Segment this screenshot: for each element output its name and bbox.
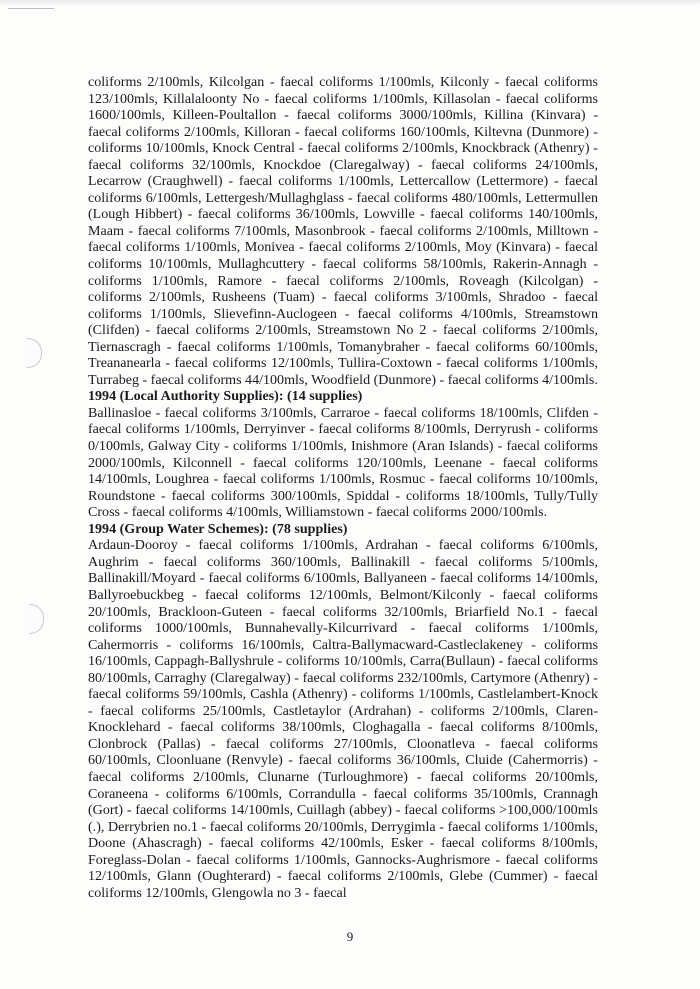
heading-1994-group-schemes: 1994 (Group Water Schemes): (78 supplies) [88,520,348,537]
scan-edge-shadow [0,0,700,6]
punch-hole-upper [27,338,42,368]
paragraph-group-schemes-1993-continued: coliforms 2/100mls, Kilcolgan - faecal coliforms 1/100mls, Kilconly - faecal coliforms 123/100mls, Killalaloonty No - faecal coliforms 1/100mls, Killasolan - faecal coliforms 1600/100mls, Killeen-Poultallon - faecal coliforms 3000/100mls, Killina (Kinvara) - faecal coliforms 2/100mls, Killoran - faecal coliforms 160/100mls, Kiltevna (Dunmore) - coliforms 10/100mls, Knock Central - faecal coliforms 2/100mls, Knockbrack (Athenry) - faecal coliforms 32/100mls, Knockdoe (Claregalway) - faecal coliforms 24/100mls, Lecarrow (Craughwell) - faecal coliforms 1/100mls, Lettercallow (Lettermore) - faecal coliforms 6/100mls, Lettergesh/Mullaghglass - faecal coliforms 480/100mls, Lettermullen (Lough Hibbert) - faecal coliforms 36/100mls, Lowville - faecal coliforms 140/100mls, Maam - faecal coliforms 7/100mls, Masonbrook - faecal coliforms 2/100mls, Milltown - faecal coliforms 1/100mls, Monivea - faecal coliforms 2/100mls, Moy (Kinvara) - faecal coliforms 10/100mls, Mullaghcuttery - faecal coliforms 58/100mls, Rakerin-Annagh - coliforms 1/100mls, Ramore - faecal coliforms 2/100mls, Roveagh (Kilcolgan) - coliforms 2/100mls, Rusheens (Tuam) - faecal coliforms 3/100mls, Shradoo - faecal coliforms 1/100mls, Slievefinn-Auclogeen - faecal coliforms 4/100mls, Streamstown (Clifden) - faecal coliforms 2/100mls, Streamstown No 2 - faecal coliforms 2/100mls, Tiernascragh - faecal coliforms 1/100mls, Tomanybraher - faecal coliforms 60/100mls, Treananearla - faecal coliforms 12/100mls, Tullira-Coxtown - faecal coliforms 1/100mls, Turrabeg - faecal coliforms 44/100mls, Woodfield (Dunmore) - faecal coliforms 4/100mls. [88,74,598,388]
heading-1994-local-authority: 1994 (Local Authority Supplies): (14 supplies) [88,388,363,405]
document-body [88,74,598,901]
scan-mark [8,8,54,9]
paragraph-1994-local-authority: Ballinasloe - faecal coliforms 3/100mls, Carraroe - faecal coliforms 18/100mls, Clifden - faecal coliforms 1/100mls, Derryinver - faecal coliforms 8/100mls, Derryrush - coliforms 0/100mls, Galway City - coliforms 1/100mls, Inishmore (Aran Islands) - faecal coliforms 2000/100mls, Kilconnell - faecal coliforms 120/100mls, Leenane - faecal coliforms 14/100mls, Loughrea - faecal coliforms 1/100mls, Rosmuc - faecal coliforms 10/100mls, Roundstone - faecal coliforms 300/100mls, Spiddal - coliforms 18/100mls, Tully/Tully Cross - faecal coliforms 4/100mls, Williamstown - faecal coliforms 2000/100mls. [88,404,598,521]
paragraph-1994-group-schemes: Ardaun-Dooroy - faecal coliforms 1/100mls, Ardrahan - faecal coliforms 6/100mls, Aughrim - faecal coliforms 360/100mls, Ballinakill - faecal coliforms 5/100mls, Ballinakill/Moyard - faecal coliforms 6/100mls, Ballyaneen - faecal coliforms 14/100mls, Ballyroebuckbeg - faecal coliforms 12/100mls, Belmont/Kilconly - faecal coliforms 20/100mls, Brackloon-Guteen - faecal coliforms 32/100mls, Briarfield No.1 - faecal coliforms 1000/100mls, Bunnahevally-Kilcurrivard - faecal coliforms 1/100mls, Cahermorris - coliforms 16/100mls, Caltra-Ballymacward-Castleclakeney - coliforms 16/100mls, Cappagh-Ballyshrule - coliforms 10/100mls, Carra(Bullaun) - faecal coliforms 80/100mls, Carraghy (Claregalway) - faecal coliforms 232/100mls, Cartymore (Athenry) - faecal coliforms 59/100mls, Cashla (Athenry) - coliforms 1/100mls, Castlelambert-Knock - faecal coliforms 25/100mls, Castletaylor (Ardrahan) - coliforms 2/100mls, Claren-Knocklehard - faecal coliforms 38/100mls, Cloghagalla - faecal coliforms 8/100mls, Clonbrock (Pallas) - faecal coliforms 27/100mls, Cloonatleva - faecal coliforms 60/100mls, Cloonluane (Renvyle) - faecal coliforms 36/100mls, Cluide (Cahermorris) - faecal coliforms 2/100mls, Clunarne (Turloughmore) - faecal coliforms 20/100mls, Coraneena - coliforms 6/100mls, Corrandulla - faecal coliforms 35/100mls, Crannagh (Gort) - faecal coliforms 14/100mls, Cuillagh (abbey) - faecal coliforms >100,000/100mls (.), Derrybrien no.1 - faecal coliforms 20/100mls, Derrygimla - faecal coliforms 1/100mls, Doone (Ahascragh) - faecal coliforms 42/100mls, Esker - faecal coliforms 8/100mls, Foreglass-Dolan - faecal coliforms 1/100mls, Gannocks-Aughrismore - faecal coliforms 12/100mls, Glann (Oughterard) - faecal coliforms 2/100mls, Glebe (Cummer) - faecal coliforms 12/100mls, Glengowla no 3 - faecal [88,537,598,901]
page-number: 9 [346,929,354,944]
punch-hole-lower [29,604,44,634]
